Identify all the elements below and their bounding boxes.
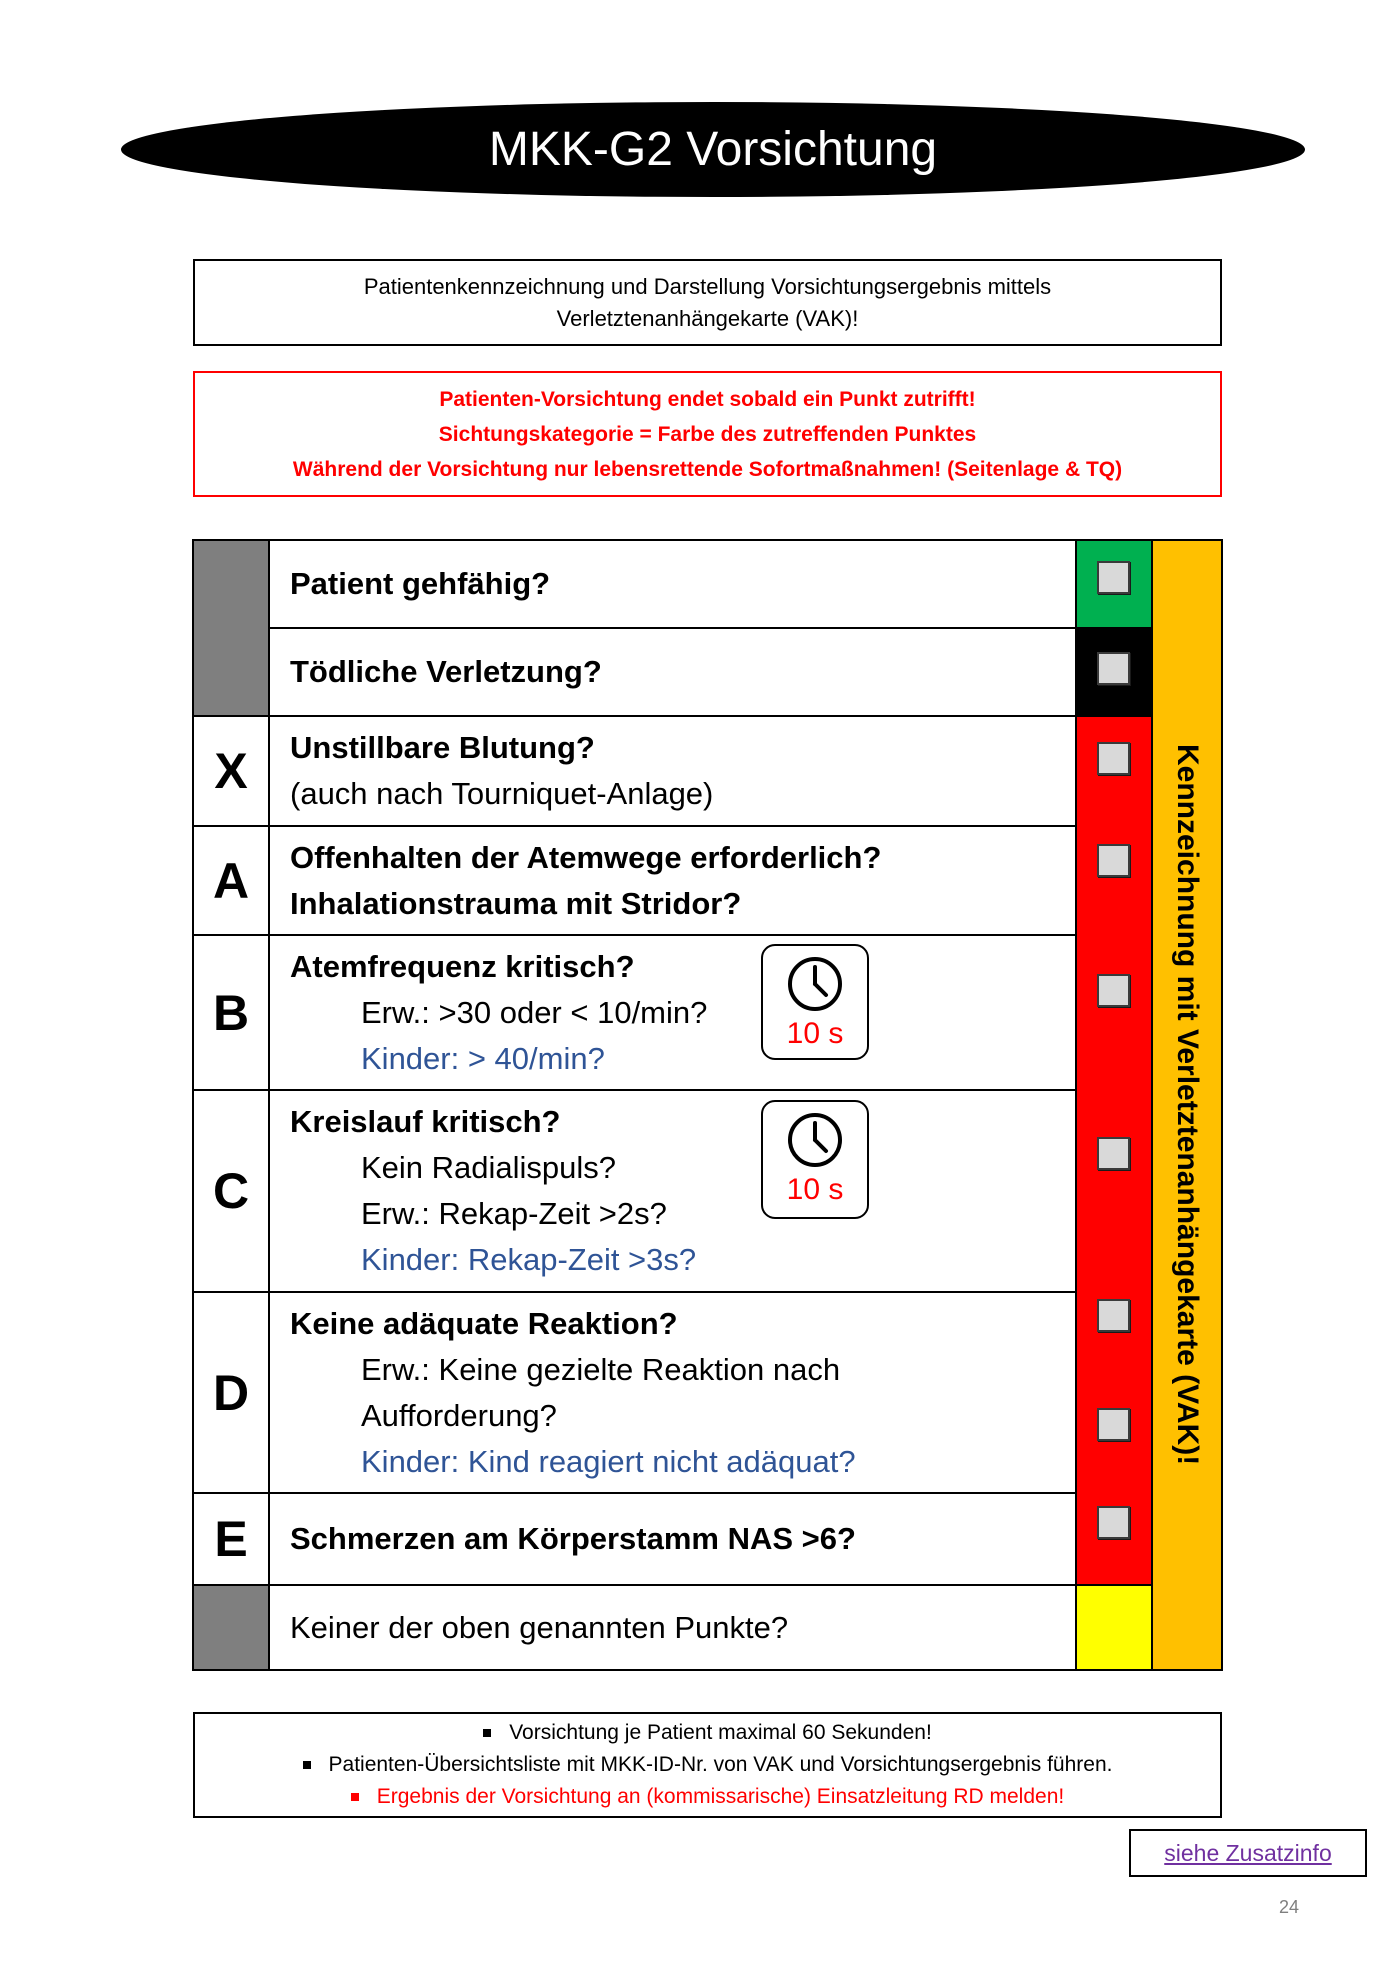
row-fatal-text (269, 628, 1076, 716)
clock-icon (785, 954, 845, 1014)
vak-label: Kennzeichnung mit Verletztenanhängekarte (VAK)! (1171, 744, 1204, 1466)
warning-box (193, 371, 1222, 497)
checkbox-d-child[interactable] (1097, 1408, 1130, 1441)
info-line: Verletztenanhängekarte (VAK)! (556, 305, 859, 331)
timer-label: 10 s (786, 1173, 844, 1206)
checkbox-fatal[interactable] (1097, 652, 1130, 685)
row-x-text (269, 716, 1076, 826)
row-c-text (269, 1090, 1076, 1292)
timer-badge (761, 944, 869, 1060)
letter-cell-d: D (193, 1292, 269, 1493)
checkbox-e[interactable] (1097, 1506, 1130, 1539)
timer-badge (761, 1100, 869, 1219)
bullet-icon (303, 1761, 311, 1769)
question-text: Schmerzen am Körperstamm NAS >6? (290, 1521, 856, 1556)
page-title: MKK-G2 Vorsichtung (488, 122, 938, 176)
row-e-text (269, 1493, 1076, 1585)
page-number: 24 (1279, 1897, 1300, 1917)
clock-icon (785, 1110, 845, 1170)
letter-cell-a: A (193, 826, 269, 935)
question-text: Patient gehfähig? (290, 566, 551, 601)
adult-criterion: Erw.: >30 oder < 10/min? (361, 994, 708, 1030)
question-text: Kreislauf kritisch? (290, 1104, 561, 1139)
row-a-text (269, 826, 1076, 935)
letter-cell-x: X (193, 716, 269, 826)
question-text: Inhalationstrauma mit Stridor? (290, 885, 742, 921)
checkbox-walking[interactable] (1097, 561, 1130, 594)
warning-line: Patienten-Vorsichtung endet sobald ein Punkt zutrifft! (439, 387, 976, 411)
note-text: Patienten-Übersichtsliste mit MKK-ID-Nr. von VAK und Vorsichtungsergebnis führen. (328, 1753, 1113, 1776)
info-box (193, 259, 1222, 346)
row-d-text (269, 1292, 1076, 1493)
row-b-text (269, 935, 1076, 1090)
child-criterion: Kinder: Kind reagiert nicht adäquat? (361, 1443, 856, 1479)
note-item (351, 1781, 1064, 1813)
adult-criterion: Erw.: Keine gezielte Reaktion nach (361, 1351, 841, 1387)
note-text: (auch nach Tourniquet-Anlage) (290, 776, 714, 811)
question-text: Offenhalten der Atemwege erforderlich? (290, 839, 882, 875)
bullet-icon (351, 1793, 359, 1801)
note-text: Vorsichtung je Patient maximal 60 Sekunden! (509, 1721, 932, 1744)
additional-info-link[interactable]: siehe Zusatzinfo (1164, 1839, 1332, 1866)
question-text: Keine adäquate Reaktion? (290, 1305, 678, 1341)
warning-line: Sichtungskategorie = Farbe des zutreffenden Punktes (438, 422, 977, 446)
checkbox-d-adult[interactable] (1097, 1299, 1130, 1332)
checkbox-c[interactable] (1097, 1137, 1130, 1170)
triage-table (193, 540, 1222, 1670)
question-text: Atemfrequenz kritisch? (290, 948, 635, 984)
timer-label: 10 s (786, 1017, 844, 1050)
question-text: Unstillbare Blutung? (290, 730, 595, 765)
note-text: Ergebnis der Vorsichtung an (kommissarische) Einsatzleitung RD melden! (376, 1785, 1065, 1808)
child-criterion: Kinder: Rekap-Zeit >3s? (361, 1242, 697, 1277)
warning-line: Während der Vorsichtung nur lebensrettende Sofortmaßnahmen! (Seitenlage & TQ) (292, 457, 1123, 481)
checkbox-x[interactable] (1097, 742, 1130, 775)
additional-info-box (1129, 1829, 1367, 1877)
letter-cell-empty (193, 540, 269, 716)
row-walking-text (269, 540, 1076, 628)
note-item (483, 1717, 932, 1749)
note-item (303, 1749, 1113, 1781)
title-banner (121, 102, 1305, 197)
criterion: Kein Radialispuls? (361, 1150, 617, 1185)
vak-label-column (1152, 540, 1222, 1670)
checkbox-a[interactable] (1097, 844, 1130, 877)
category-yellow-cell (1076, 1585, 1152, 1670)
question-text: Keiner der oben genannten Punkte? (290, 1609, 789, 1645)
notes-box (193, 1712, 1222, 1818)
child-criterion: Kinder: > 40/min? (361, 1040, 605, 1076)
letter-cell-c: C (193, 1090, 269, 1292)
checkbox-b[interactable] (1097, 974, 1130, 1007)
info-line: Patientenkennzeichnung und Darstellung Vorsichtungsergebnis mittels (363, 273, 1052, 299)
question-text: Tödliche Verletzung? (290, 654, 602, 689)
letter-cell-b: B (193, 935, 269, 1090)
row-none-text (269, 1585, 1076, 1670)
bullet-icon (483, 1729, 491, 1737)
adult-criterion: Erw.: Rekap-Zeit >2s? (361, 1196, 667, 1231)
letter-cell-empty (193, 1585, 269, 1670)
adult-criterion: Aufforderung? (361, 1397, 557, 1433)
letter-cell-e: E (193, 1493, 269, 1585)
